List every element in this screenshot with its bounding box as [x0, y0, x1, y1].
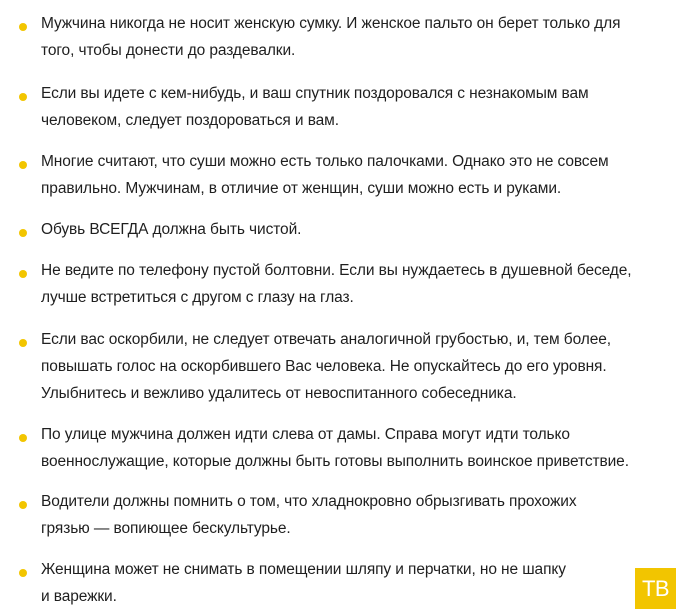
list-item-text: Многие считают, что суши можно есть только палочками. Однако это не совсем правильно. Мужчинам, в отличие от женщин, суши можно есть и руками.: [41, 153, 609, 197]
list-item-text: Если вас оскорбили, не следует отвечать аналогичной грубостью, и, тем более, повышать голос на оскорбившего Вас человека. Не опускайтесь до его уровня. Улыбнитесь и вежливо удалитесь от невоспитанного собеседника.: [41, 331, 611, 402]
list-item-text: Если вы идете с кем-нибудь, и ваш спутник поздоровался с незнакомым вам человеком, следует поздороваться и вам.: [41, 85, 589, 129]
list-item-text: Мужчина никогда не носит женскую сумку. И женское пальто он берет только для того, чтобы донести до раздевалки.: [41, 15, 621, 59]
list-item-text: Женщина может не снимать в помещении шляпу и перчатки, но не шапку и варежки.: [41, 561, 566, 605]
bullet-dot-icon: [19, 93, 27, 101]
bullet-dot-icon: [19, 270, 27, 278]
bullet-dot-icon: [19, 434, 27, 442]
bullet-dot-icon: [19, 569, 27, 577]
tb-logo-icon[interactable]: [635, 568, 676, 609]
bullet-dot-icon: [19, 229, 27, 237]
bullet-dot-icon: [19, 161, 27, 169]
list-item-text: Водители должны помнить о том, что хладнокровно обрызгивать прохожих грязью — вопиющее бескультурье.: [41, 493, 577, 537]
list-item-text: Не ведите по телефону пустой болтовни. Если вы нуждаетесь в душевной беседе, лучше встретиться с другом с глазу на глаз.: [41, 262, 632, 306]
bullet-dot-icon: [19, 501, 27, 509]
bullet-dot-icon: [19, 339, 27, 347]
list-item-text: По улице мужчина должен идти слева от дамы. Справа могут идти только военнослужащие, которые должны быть готовы выполнить воинское приветствие.: [41, 426, 629, 470]
list-item-text: Обувь ВСЕГДА должна быть чистой.: [41, 221, 302, 238]
bullet-dot-icon: [19, 23, 27, 31]
logo-text: ТВ: [641, 575, 670, 601]
